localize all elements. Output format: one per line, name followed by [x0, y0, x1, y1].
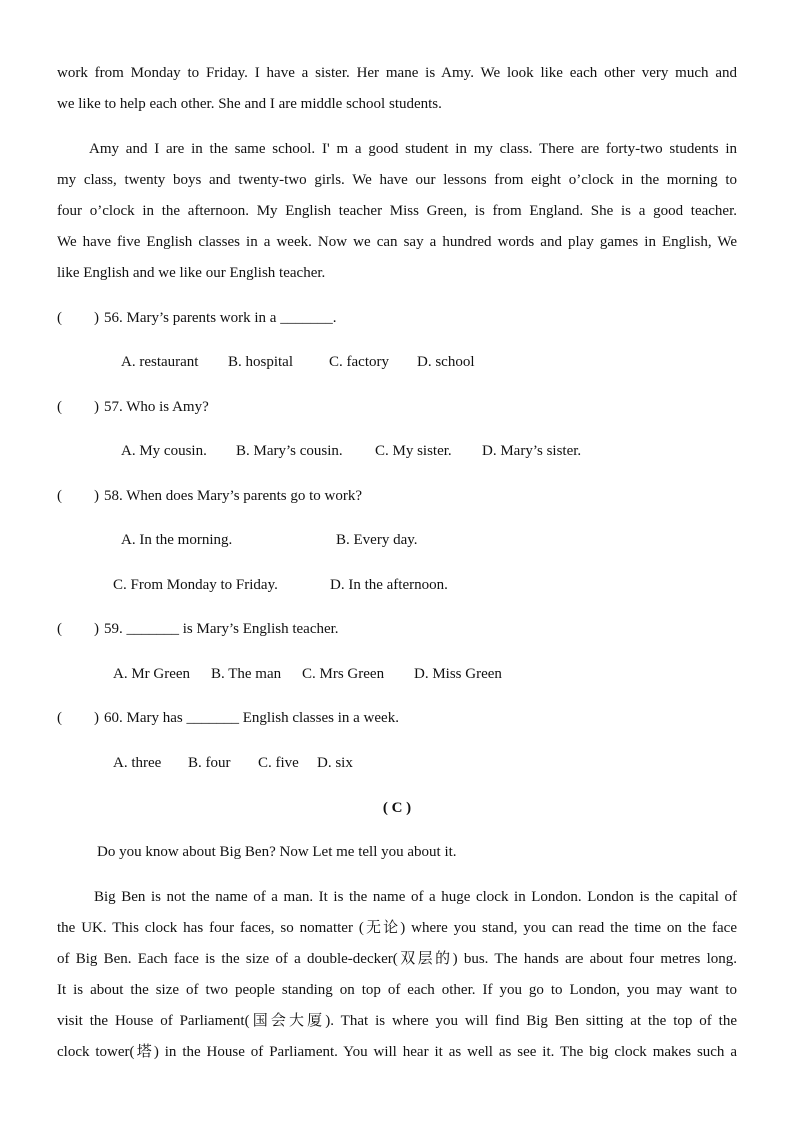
- passage-line: four o’clock in the afternoon. My English teacher Miss Green, is from England. She is a good teacher.: [57, 203, 737, 219]
- section-intro: Do you know about Big Ben? Now Let me tell you about it.: [97, 844, 457, 860]
- option-b: B. four: [188, 755, 231, 771]
- passage-line: like English and we like our English teacher.: [57, 265, 326, 281]
- option-d: D. six: [317, 755, 353, 771]
- option-a: A. three: [113, 755, 162, 771]
- answer-paren-open: (: [57, 399, 62, 415]
- passage-line: It is about the size of two people standing on top of each other. If you go to London, you may want to: [57, 982, 737, 998]
- answer-paren-close: ): [94, 488, 99, 504]
- passage-line: Big Ben is not the name of a man. It is the name of a huge clock in London. London is the capital of: [94, 889, 737, 905]
- question-text: 58. When does Mary’s parents go to work?: [104, 488, 363, 504]
- answer-paren-open: (: [57, 310, 62, 326]
- option-a: A. restaurant: [121, 354, 199, 370]
- passage-line: clock tower(塔) in the House of Parliament. You will hear it as well as see it. The big clock makes such a: [57, 1044, 737, 1060]
- option-d: D. In the afternoon.: [330, 577, 448, 593]
- section-heading: ( C ): [382, 800, 412, 816]
- option-c: C. Mrs Green: [302, 666, 385, 682]
- question-text: 57. Who is Amy?: [104, 399, 209, 415]
- question-text: 60. Mary has _______ English classes in a week.: [104, 710, 399, 726]
- passage-line: work from Monday to Friday. I have a sister. Her mane is Amy. We look like each other very much and: [57, 65, 737, 81]
- passage-line: the UK. This clock has four faces, so nomatter (无论) where you stand, you can read the time on the face: [57, 920, 737, 936]
- option-b: B. The man: [211, 666, 282, 682]
- option-d: D. Mary’s sister.: [482, 443, 582, 459]
- option-a: A. In the morning.: [121, 532, 233, 548]
- passage-line: Amy and I are in the same school. I' m a good student in my class. There are forty-two students in: [89, 141, 737, 157]
- answer-paren-open: (: [57, 710, 62, 726]
- option-b: B. Every day.: [336, 532, 418, 548]
- option-c: C. five: [258, 755, 299, 771]
- answer-paren-close: ): [94, 710, 99, 726]
- answer-paren-close: ): [94, 399, 99, 415]
- passage-line: my class, twenty boys and twenty-two girls. We have our lessons from eight o’clock in the morning to: [57, 172, 737, 188]
- option-a: A. Mr Green: [113, 666, 191, 682]
- option-c: C. factory: [329, 354, 389, 370]
- answer-paren-close: ): [94, 621, 99, 637]
- option-c: C. From Monday to Friday.: [113, 577, 278, 593]
- passage-line: of Big Ben. Each face is the size of a double-decker(双层的) bus. The hands are about four metres long.: [57, 951, 737, 967]
- option-b: B. hospital: [228, 354, 294, 370]
- passage-line: We have five English classes in a week. Now we can say a hundred words and play games in English, We: [57, 234, 737, 250]
- option-c: C. My sister.: [375, 443, 452, 459]
- answer-paren-open: (: [57, 488, 62, 504]
- option-b: B. Mary’s cousin.: [236, 443, 343, 459]
- question-text: 59. _______ is Mary’s English teacher.: [104, 621, 339, 637]
- answer-paren-open: (: [57, 621, 62, 637]
- question-text: 56. Mary’s parents work in a _______.: [104, 310, 337, 326]
- option-a: A. My cousin.: [121, 443, 207, 459]
- answer-paren-close: ): [94, 310, 99, 326]
- option-d: D. Miss Green: [414, 666, 502, 682]
- option-d: D. school: [417, 354, 475, 370]
- passage-line: we like to help each other. She and I are middle school students.: [57, 96, 442, 112]
- passage-line: visit the House of Parliament(国会大厦). That is where you will find Big Ben sitting at the top of the: [57, 1013, 737, 1029]
